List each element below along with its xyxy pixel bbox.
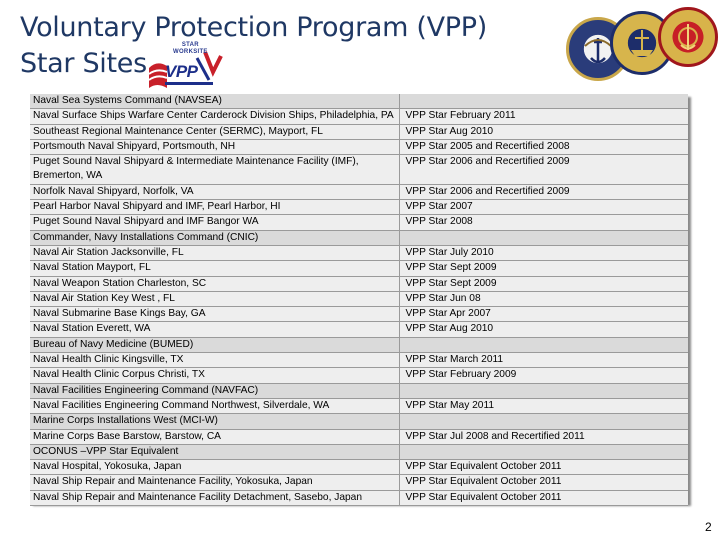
vpp-status-cell — [399, 383, 688, 398]
site-name-cell: Naval Weapon Station Charleston, SC — [30, 276, 399, 291]
vpp-status-cell: VPP Star February 2011 — [399, 109, 688, 124]
vpp-status-cell: VPP Star Sept 2009 — [399, 276, 688, 291]
vpp-status-cell: VPP Star Apr 2007 — [399, 307, 688, 322]
table-row — [30, 322, 688, 337]
vpp-status-cell: VPP Star Jul 2008 and Recertified 2011 — [399, 429, 688, 444]
vpp-status-cell: VPP Star 2006 and Recertified 2009 — [399, 184, 688, 199]
globe-anchor-icon — [661, 10, 715, 64]
table-row — [30, 429, 688, 444]
vpp-status-cell: VPP Star Aug 2010 — [399, 322, 688, 337]
site-name-cell: Pearl Harbor Naval Shipyard and IMF, Pearl Harbor, HI — [30, 200, 399, 215]
vpp-status-cell: VPP Star Sept 2009 — [399, 261, 688, 276]
vpp-status-cell: VPP Star May 2011 — [399, 398, 688, 413]
vpp-status-cell — [399, 414, 688, 429]
site-name-cell: Puget Sound Naval Shipyard and IMF Bangor WA — [30, 215, 399, 230]
site-name-cell: Naval Submarine Base Kings Bay, GA — [30, 307, 399, 322]
table-row — [30, 139, 688, 154]
table-row — [30, 353, 688, 368]
group-name-cell: Naval Facilities Engineering Command (NAVFAC) — [30, 383, 399, 398]
table-row — [30, 368, 688, 383]
page-number: 2 — [705, 520, 712, 534]
group-name-cell: Naval Sea Systems Command (NAVSEA) — [30, 94, 399, 109]
vpp-status-cell: VPP Star 2008 — [399, 215, 688, 230]
group-name-cell: Commander, Navy Installations Command (CNIC) — [30, 230, 399, 245]
table-group-header-row — [30, 230, 688, 245]
vpp-logo-word: VPP — [165, 62, 198, 81]
navy-seals-group — [566, 3, 720, 89]
table-row — [30, 261, 688, 276]
vpp-status-cell: VPP Star February 2009 — [399, 368, 688, 383]
table-row — [30, 490, 688, 505]
vpp-status-cell — [399, 94, 688, 109]
slide-title-line-1: Voluntary Protection Program (VPP) — [20, 12, 487, 43]
group-name-cell: Marine Corps Installations West (MCI-W) — [30, 414, 399, 429]
vpp-status-cell — [399, 337, 688, 352]
vpp-star-worksite-logo — [147, 42, 225, 90]
vpp-status-cell: VPP Star March 2011 — [399, 353, 688, 368]
table-row — [30, 398, 688, 413]
vpp-status-cell — [399, 444, 688, 459]
vpp-star-sites-table — [30, 94, 688, 503]
slide-title-line-2: Star Sites — [20, 48, 147, 79]
sites-table — [30, 94, 688, 506]
group-name-cell: Bureau of Navy Medicine (BUMED) — [30, 337, 399, 352]
table-group-header-row — [30, 337, 688, 352]
vpp-logo-top-text: STAR WORKSITE — [173, 42, 208, 55]
vpp-status-cell — [399, 230, 688, 245]
table-row — [30, 307, 688, 322]
site-name-cell: Naval Hospital, Yokosuka, Japan — [30, 460, 399, 475]
site-name-cell: Naval Surface Ships Warfare Center Carderock Division Ships, Philadelphia, PA — [30, 109, 399, 124]
vpp-status-cell: VPP Star Equivalent October 2011 — [399, 475, 688, 490]
vpp-status-cell: VPP Star Aug 2010 — [399, 124, 688, 139]
site-name-cell: Naval Ship Repair and Maintenance Facility Detachment, Sasebo, Japan — [30, 490, 399, 505]
table-row — [30, 200, 688, 215]
site-name-cell: Southeast Regional Maintenance Center (SERMC), Mayport, FL — [30, 124, 399, 139]
department-of-the-navy-usmc-seal — [658, 7, 718, 67]
table-row — [30, 276, 688, 291]
site-name-cell: Naval Ship Repair and Maintenance Facility, Yokosuka, Japan — [30, 475, 399, 490]
vpp-status-cell: VPP Star Equivalent October 2011 — [399, 460, 688, 475]
vpp-status-cell: VPP Star Jun 08 — [399, 291, 688, 306]
table-group-header-row — [30, 444, 688, 459]
table-row — [30, 245, 688, 260]
table-row — [30, 184, 688, 199]
site-name-cell: Naval Air Station Key West , FL — [30, 291, 399, 306]
vpp-status-cell: VPP Star 2007 — [399, 200, 688, 215]
table-group-header-row — [30, 94, 688, 109]
site-name-cell: Norfolk Naval Shipyard, Norfolk, VA — [30, 184, 399, 199]
site-name-cell: Naval Station Everett, WA — [30, 322, 399, 337]
vpp-status-cell: VPP Star 2005 and Recertified 2008 — [399, 139, 688, 154]
table-row — [30, 291, 688, 306]
group-name-cell: OCONUS –VPP Star Equivalent — [30, 444, 399, 459]
site-name-cell: Portsmouth Naval Shipyard, Portsmouth, NH — [30, 139, 399, 154]
site-name-cell: Puget Sound Naval Shipyard & Intermediate Maintenance Facility (IMF), Bremerton, WA — [30, 155, 399, 185]
site-name-cell: Naval Air Station Jacksonville, FL — [30, 245, 399, 260]
table-row — [30, 109, 688, 124]
site-name-cell: Naval Health Clinic Corpus Christi, TX — [30, 368, 399, 383]
table-row — [30, 124, 688, 139]
site-name-cell: Naval Health Clinic Kingsville, TX — [30, 353, 399, 368]
vpp-status-cell: VPP Star 2006 and Recertified 2009 — [399, 155, 688, 185]
site-name-cell: Marine Corps Base Barstow, Barstow, CA — [30, 429, 399, 444]
table-row — [30, 460, 688, 475]
vpp-status-cell: VPP Star July 2010 — [399, 245, 688, 260]
table-row — [30, 215, 688, 230]
table-group-header-row — [30, 414, 688, 429]
vpp-status-cell: VPP Star Equivalent October 2011 — [399, 490, 688, 505]
slide-title — [20, 10, 487, 82]
site-name-cell: Naval Facilities Engineering Command Northwest, Silverdale, WA — [30, 398, 399, 413]
table-group-header-row — [30, 383, 688, 398]
table-row — [30, 475, 688, 490]
site-name-cell: Naval Station Mayport, FL — [30, 261, 399, 276]
table-row — [30, 155, 688, 185]
